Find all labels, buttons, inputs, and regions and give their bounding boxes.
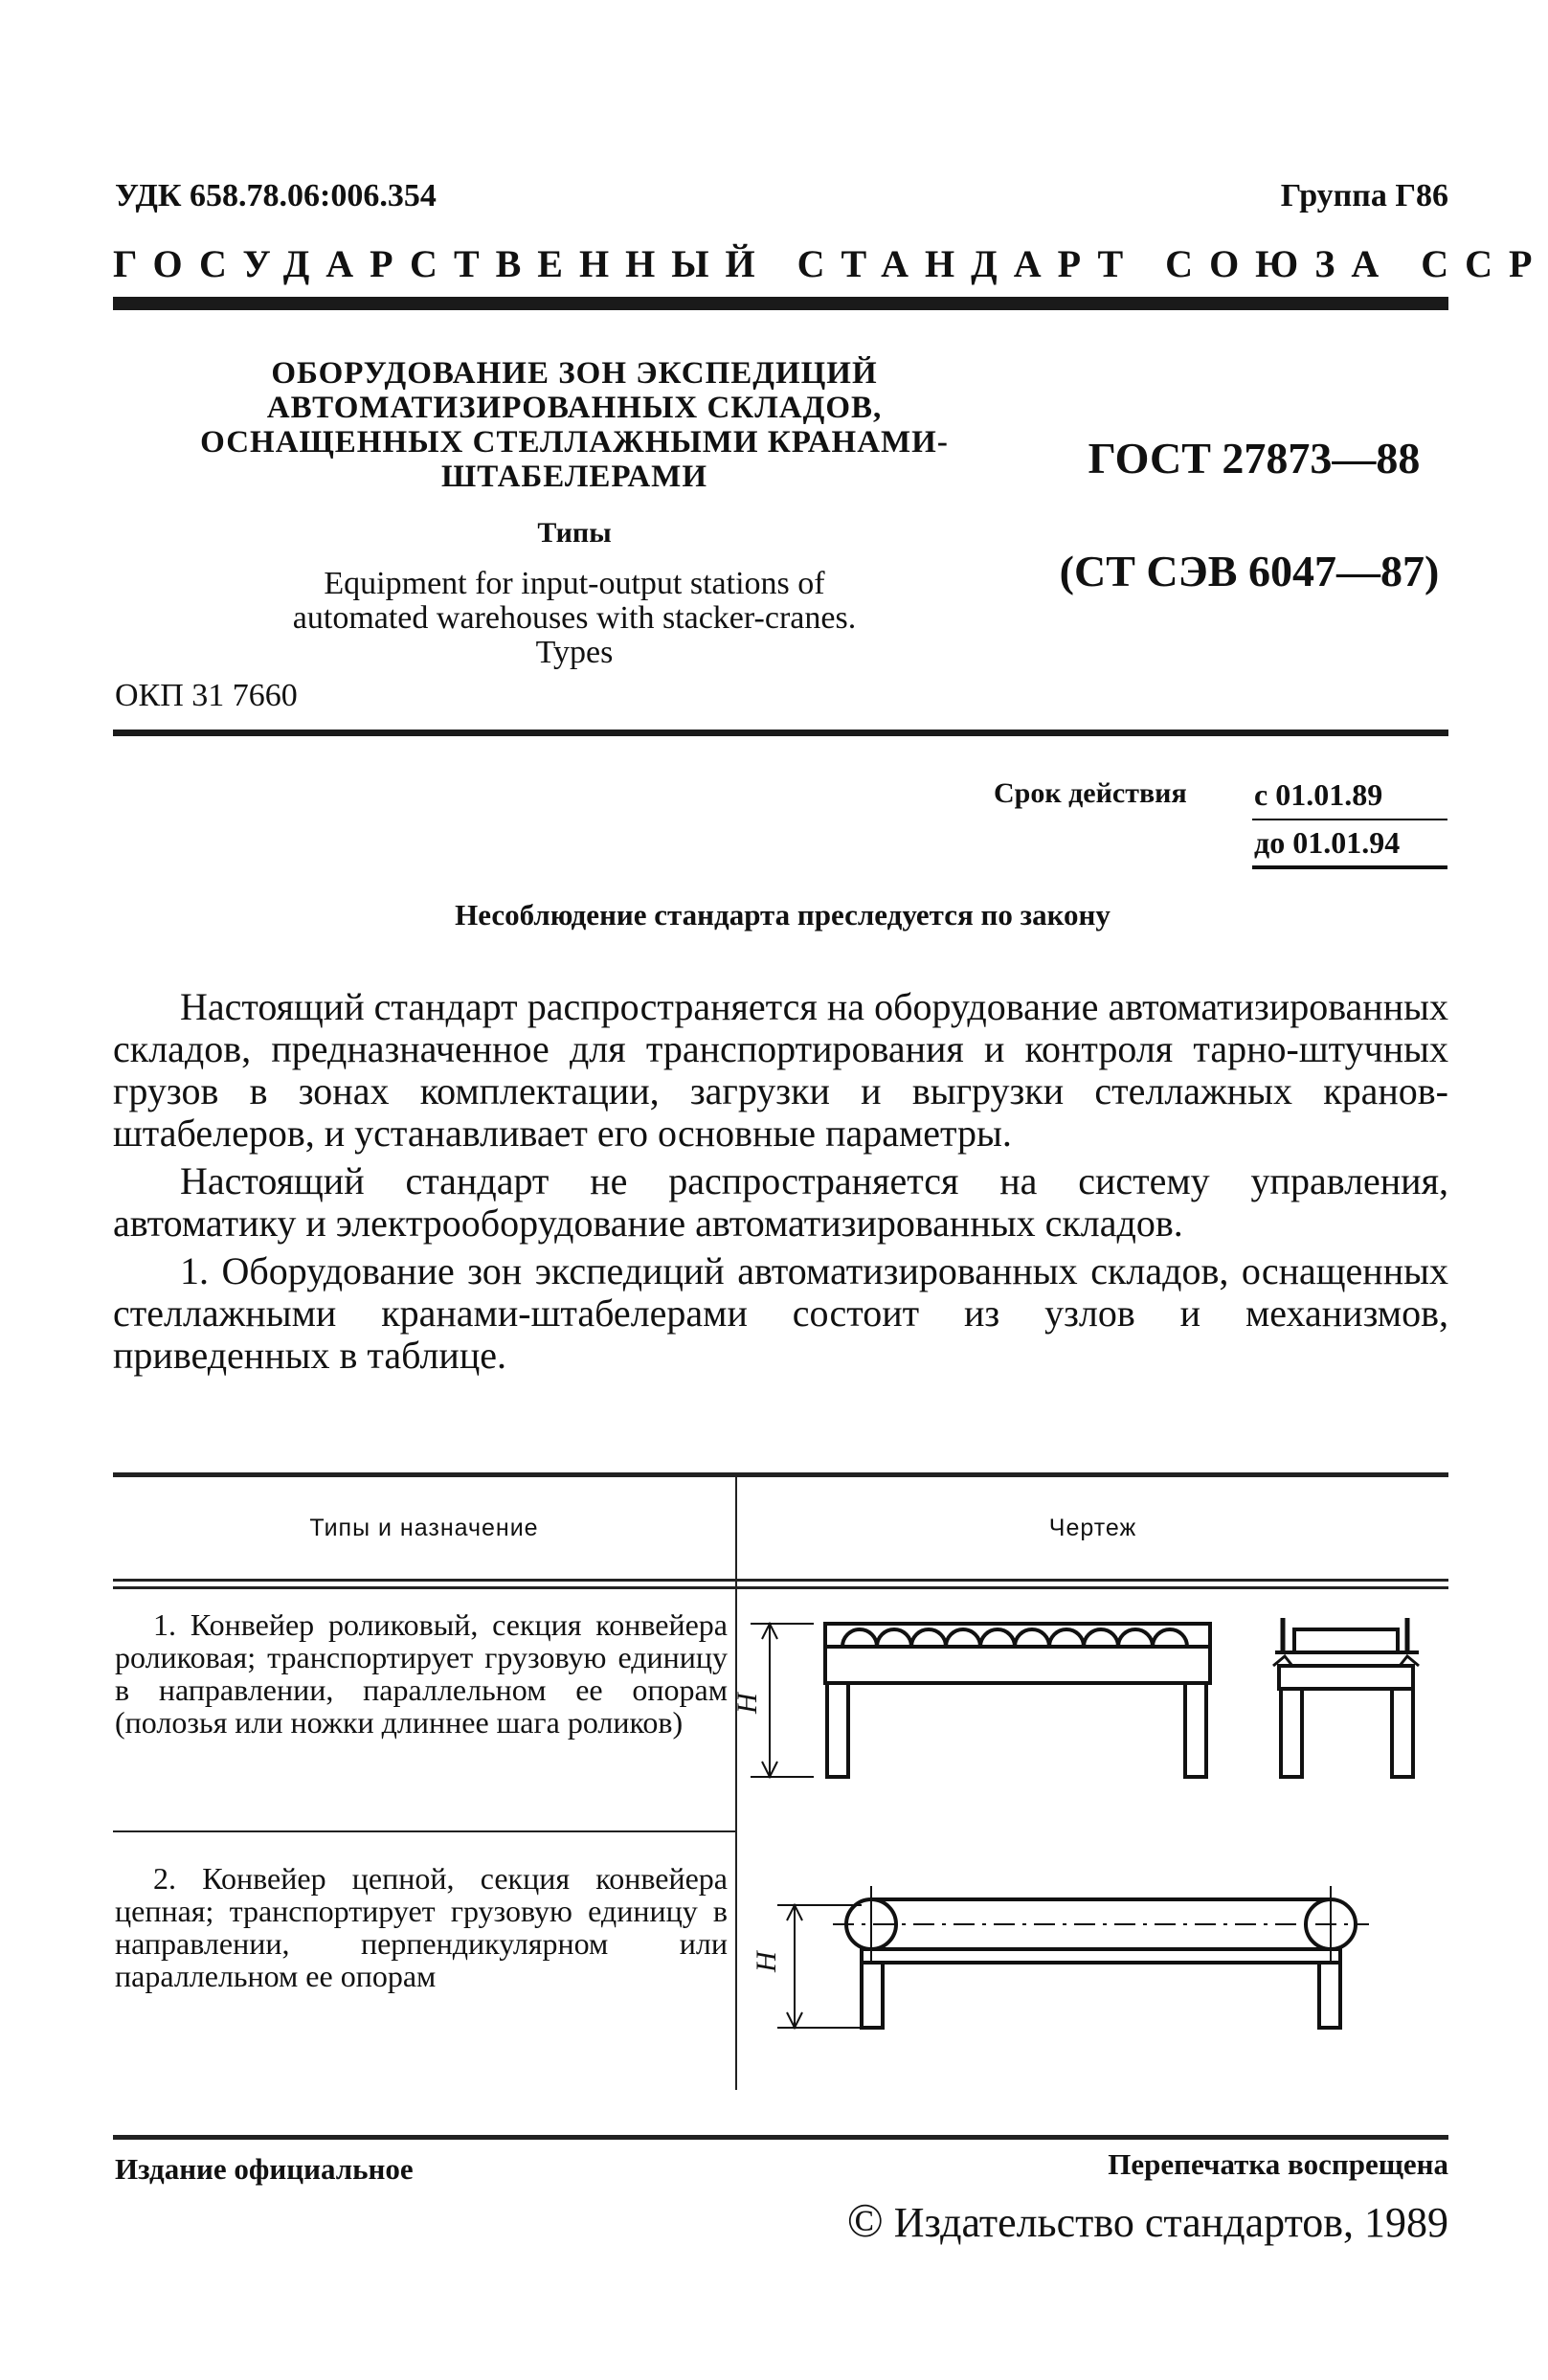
table-header-drawing: Чертеж xyxy=(1048,1515,1137,1541)
reprint-note: Перепечатка воспрещена xyxy=(1108,2147,1448,2181)
header-rule xyxy=(113,297,1448,310)
gost-number: ГОСТ 27873—88 xyxy=(1088,434,1421,483)
copyright-text: Издательство стандартов, 1989 xyxy=(893,2199,1448,2246)
title-line: ОСНАЩЕННЫХ СТЕЛЛАЖНЫМИ КРАНАМИ- xyxy=(200,425,949,460)
english-title-line: Equipment for input-output stations of xyxy=(324,566,825,601)
paragraph: Настоящий стандарт не распространяется на систему управления, автоматику и электрооборудование автоматизированных складов. xyxy=(113,1159,1448,1245)
subtitle-types: Типы xyxy=(537,517,612,549)
conveyor-frame xyxy=(862,1949,1340,1963)
validity-from: с 01.01.89 xyxy=(1254,777,1383,812)
conveyor-leg xyxy=(1185,1683,1206,1777)
table-header-types: Типы и назначение xyxy=(309,1515,539,1541)
row-description: 1. Конвейер роликовый, секция конвейера роликовая; транспортирует грузовую единицу в направлении, параллельном ее опорам (полозья или ножки длиннее шага роликов) xyxy=(115,1607,728,1740)
group-code: Группа Г86 xyxy=(1280,178,1448,213)
chain-conveyor-drawing xyxy=(737,1867,1448,2058)
body-text xyxy=(113,986,1448,1382)
table-row xyxy=(115,1608,728,1739)
dimension-h-label: H xyxy=(751,1951,782,1972)
paragraph: 1. Оборудование зон экспедиций автоматизированных складов, оснащенных стеллажными кранами-штабелерами состоит из узлов и механизмов, приведенных в таблице. xyxy=(113,1249,1448,1377)
english-title-line: automated warehouses with stacker-cranes. xyxy=(292,600,857,636)
title-line: АВТОМАТИЗИРОВАННЫХ СКЛАДОВ, xyxy=(266,391,883,425)
roller-arcs xyxy=(842,1629,1187,1647)
document-title xyxy=(144,356,1005,494)
validity-to: до 01.01.94 xyxy=(1254,825,1401,860)
table-header-rule xyxy=(113,1586,1448,1589)
load-unit-side xyxy=(1294,1629,1398,1652)
conveyor-leg xyxy=(827,1683,848,1777)
conveyor-leg xyxy=(1319,1963,1340,2028)
table-header-rule xyxy=(113,1579,1448,1582)
copyright-line xyxy=(847,2192,1448,2248)
validity-underline xyxy=(1252,865,1447,869)
st-sev-number: (СТ СЭВ 6047—87) xyxy=(1059,547,1440,595)
table-top-rule xyxy=(113,1472,1448,1477)
okp-code: ОКП 31 7660 xyxy=(115,678,298,713)
validity-divider xyxy=(1252,819,1447,820)
footer-rule xyxy=(113,2135,1448,2140)
edition-note: Издание официальное xyxy=(115,2152,414,2186)
english-title xyxy=(144,567,1005,670)
table-row xyxy=(115,1862,728,1992)
conveyor-leg xyxy=(862,1963,883,2028)
copyright-icon: © xyxy=(846,2193,884,2247)
title-rule xyxy=(113,730,1448,736)
dimension-h-label: H xyxy=(731,1693,763,1714)
legal-notice: Несоблюдение стандарта преследуется по закону xyxy=(455,898,1111,932)
table-row-rule xyxy=(113,1830,735,1832)
paragraph: Настоящий стандарт распространяется на оборудование автоматизированных складов, предназначенное для транспортирования и контроля тарно-штучных грузов в зонах комплектации, загрузки и выгрузки стеллажных кранов-штабелеров, и устанавливает его основные параметры. xyxy=(113,985,1448,1155)
row-description: 2. Конвейер цепной, секция конвейера цепная; транспортирует грузовую единицу в направлении, перпендикулярном или параллельном ее опорам xyxy=(115,1861,728,1993)
title-line: ОБОРУДОВАНИЕ ЗОН ЭКСПЕДИЦИЙ xyxy=(271,356,878,391)
english-title-line: Types xyxy=(535,635,614,670)
state-standard-heading: ГОСУДАРСТВЕННЫЙ СТАНДАРТ СОЮЗА ССР xyxy=(113,242,1548,285)
roller-conveyor-drawing xyxy=(731,1618,1448,1790)
validity-label: Срок действия xyxy=(994,777,1187,809)
title-line: ШТАБЕЛЕРАМИ xyxy=(440,460,707,494)
udk-code: УДК 658.78.06:006.354 xyxy=(115,178,437,213)
